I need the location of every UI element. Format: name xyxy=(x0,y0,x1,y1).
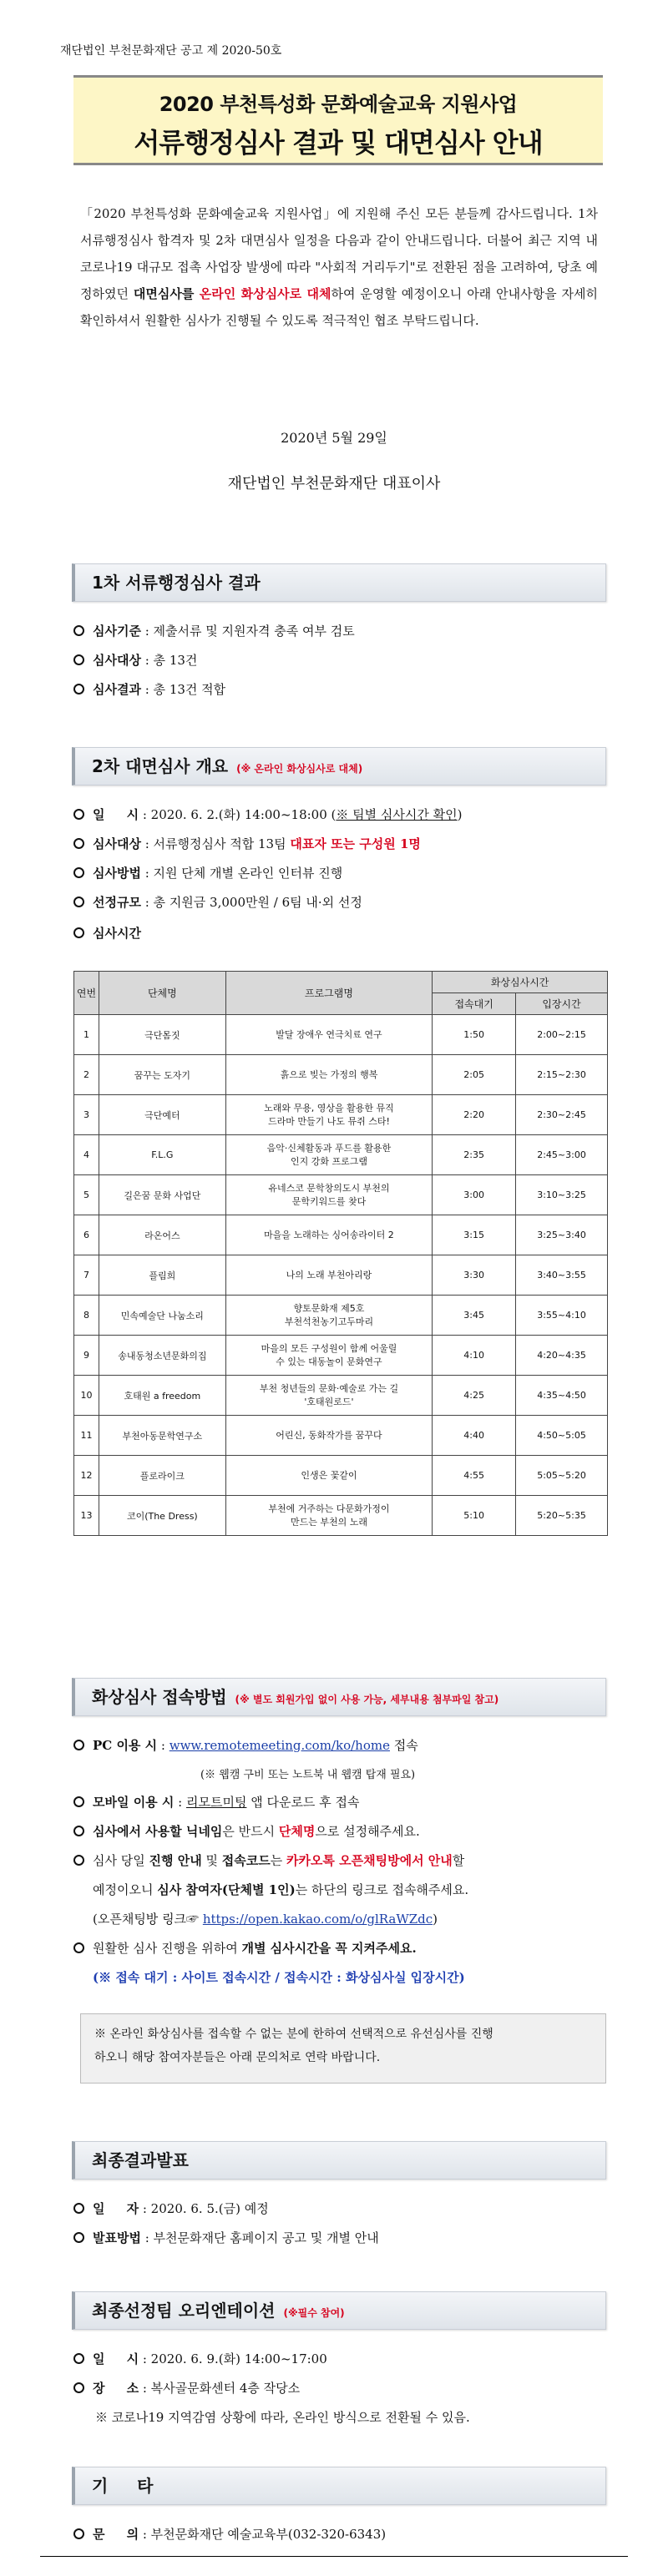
section-note: (※ 온라인 화상심사로 대체) xyxy=(236,763,363,775)
cell-connect-time: 4:55 xyxy=(433,1456,516,1496)
title-line-1: 2020 부천특성화 문화예술교육 지원사업 xyxy=(159,93,518,116)
cell-connect-time: 2:20 xyxy=(433,1095,516,1135)
cell-program xyxy=(225,1336,433,1376)
program-line-1: 인생은 꽃같이 xyxy=(301,1469,357,1481)
bullet-label: 심사대상 xyxy=(93,653,141,668)
bullet-label: 심사에서 사용할 닉네임 xyxy=(93,1824,223,1839)
cell-no: 11 xyxy=(74,1416,99,1456)
schedule-table xyxy=(73,971,608,1536)
bullet-pc xyxy=(73,1736,418,1754)
section-title: 기 타 xyxy=(92,2476,154,2496)
table-row xyxy=(74,1496,608,1536)
cell-connect-time: 3:00 xyxy=(433,1175,516,1215)
bullet-date xyxy=(73,806,462,823)
section-title: 화상심사 접속방법 xyxy=(92,1687,227,1707)
bullet-value: 접속 xyxy=(389,1738,418,1753)
team-time-check-text: ※ 팀별 심사시간 확인 xyxy=(336,807,458,822)
header-time: 화상심사시간 xyxy=(433,972,608,993)
open-chat-link[interactable]: https://open.kakao.com/o/glRaWZdc xyxy=(202,1912,433,1927)
bullet-sep: : xyxy=(157,1738,170,1753)
footer-divider xyxy=(40,2556,628,2557)
table-row xyxy=(74,1215,608,1255)
bullet-label: PC 이용 시 xyxy=(93,1738,158,1753)
cell-program xyxy=(225,1135,433,1175)
notice-signature: 재단법인 부천문화재단 대표이사 xyxy=(227,475,441,492)
section-header-etc xyxy=(72,2467,606,2505)
program-line-2: 문학키워드를 찾다 xyxy=(291,1195,367,1207)
cell-program xyxy=(225,1095,433,1135)
section-note: (※ 별도 회원가입 없이 사용 가능, 세부내용 첨부파일 참고) xyxy=(235,1694,499,1705)
cell-org: 플림희 xyxy=(99,1255,225,1296)
circle-bullet-icon xyxy=(73,1826,84,1836)
bullet-bold-text: 심사 참여자(단체별 1인) xyxy=(157,1882,296,1897)
bullet-value: : 부천문화재단 예술교육부(032-320-6343) xyxy=(139,2527,387,2542)
bullet-text: 는 xyxy=(270,1853,286,1868)
header-program: 프로그램명 xyxy=(225,972,433,1015)
program-line-1: 음악·신체활동과 푸드를 활용한 xyxy=(266,1142,392,1154)
circle-bullet-icon xyxy=(73,2382,84,2393)
section-note: (※필수 참여) xyxy=(283,2307,345,2319)
cell-program xyxy=(225,1255,433,1296)
note-line-1: ※ 온라인 화상심사를 접속할 수 없는 분에 한하여 선택적으로 유선심사를 진행 xyxy=(94,2028,493,2041)
day-guide-line-2 xyxy=(93,1881,468,1898)
cell-no: 8 xyxy=(74,1296,99,1336)
bullet-scale xyxy=(73,893,362,911)
circle-bullet-icon xyxy=(73,1740,84,1750)
section-header-review-result xyxy=(72,563,606,602)
bullet-schedule xyxy=(73,924,141,942)
bullet-text: ) xyxy=(433,1912,438,1927)
bullet-label: 심사시간 xyxy=(93,926,141,941)
cell-connect-time: 4:25 xyxy=(433,1376,516,1416)
program-line-2: 만드는 부천의 노래 xyxy=(290,1516,367,1528)
bullet-final-date xyxy=(73,2200,269,2217)
circle-bullet-icon xyxy=(73,2528,84,2539)
ot-note: ※ 코로나19 지역감염 상황에 따라, 온라인 방식으로 전환될 수 있음. xyxy=(95,2410,470,2425)
phone-review-note-box xyxy=(80,2013,606,2084)
cell-enter-time: 3:40~3:55 xyxy=(516,1255,608,1296)
cell-connect-time: 3:45 xyxy=(433,1296,516,1336)
notice-number: 재단법인 부천문화재단 공고 제 2020-50호 xyxy=(60,44,282,58)
bullet-keep-time xyxy=(73,1939,417,1957)
section-title: 2차 대면심사 개요 xyxy=(92,756,229,776)
circle-bullet-icon xyxy=(73,654,84,665)
bullet-mobile xyxy=(73,1793,359,1811)
bullet-value: : 총 13건 적합 xyxy=(140,682,226,697)
bullet-ot-date xyxy=(73,2350,327,2367)
cell-connect-time: 2:05 xyxy=(433,1055,516,1095)
bullet-bold-text: 진행 안내 xyxy=(149,1853,202,1868)
cell-no: 5 xyxy=(74,1175,99,1215)
remotemeeting-link[interactable]: www.remotemeeting.com/ko/home xyxy=(169,1738,390,1753)
program-line-2: '호태원로드' xyxy=(304,1396,354,1407)
bullet-value: : 복사골문화센터 4층 작당소 xyxy=(139,2381,301,2396)
intro-highlight: 온라인 화상심사로 대체 xyxy=(199,286,331,301)
open-chat-line xyxy=(93,1910,438,1927)
cell-enter-time: 3:55~4:10 xyxy=(516,1296,608,1336)
intro-text-2: 하여 운영할 예정이오니 아래 안내사항을 자세히 확인하셔서 원활한 심사가 진행될 수 있도록 적극적인 협조 부탁드립니다. xyxy=(80,286,598,328)
bullet-value: : 서류행정심사 적합 13팀 xyxy=(140,836,291,851)
table-row xyxy=(74,1095,608,1135)
cell-org: 길은꿈 문화 사업단 xyxy=(99,1175,225,1215)
bullet-text: 는 하단의 링크로 접속해주세요. xyxy=(295,1882,469,1897)
header-enter: 입장시간 xyxy=(516,993,608,1015)
circle-bullet-icon xyxy=(73,838,84,849)
bullet-value: : 부천문화재단 홈페이지 공고 및 개별 안내 xyxy=(140,2230,379,2245)
program-line-1: 노래와 무용, 영상을 활용한 뮤직 xyxy=(264,1102,394,1114)
circle-bullet-icon xyxy=(73,684,84,695)
section-header-orientation xyxy=(72,2291,606,2330)
bullet-value: : 총 13건 xyxy=(140,653,198,668)
notice-date: 2020년 5월 29일 xyxy=(281,430,387,446)
cell-enter-time: 2:15~2:30 xyxy=(516,1055,608,1095)
cell-org: 호태원 a freedom xyxy=(99,1376,225,1416)
program-line-1: 발달 장애우 연극치료 연구 xyxy=(276,1028,382,1040)
cell-org: 극단몸짓 xyxy=(99,1015,225,1055)
cell-program xyxy=(225,1015,433,1055)
cell-no: 7 xyxy=(74,1255,99,1296)
cell-enter-time: 3:10~3:25 xyxy=(516,1175,608,1215)
cell-program xyxy=(225,1175,433,1215)
title-box xyxy=(73,75,603,165)
remotemeeting-app-text: 리모트미팅 xyxy=(185,1795,247,1810)
bullet-label: 심사방법 xyxy=(93,866,141,881)
cell-no: 13 xyxy=(74,1496,99,1536)
circle-bullet-icon xyxy=(73,1796,84,1807)
table-row xyxy=(74,1456,608,1496)
cell-org: 꿈꾸는 도자기 xyxy=(99,1055,225,1095)
note-line-2: 하오니 해당 참여자분들은 아래 문의처로 연락 바랍니다. xyxy=(94,2051,381,2064)
cell-org: 부천아동문학연구소 xyxy=(99,1416,225,1456)
cell-connect-time: 5:10 xyxy=(433,1496,516,1536)
cell-org: 코이(The Dress) xyxy=(99,1496,225,1536)
section-title: 최종선정팀 오리엔테이션 xyxy=(92,2301,276,2321)
bullet-bold-text: 접속코드 xyxy=(221,1853,271,1868)
circle-bullet-icon xyxy=(73,2232,84,2243)
intro-text-1: 「2020 부천특성화 문화예술교육 지원사업」에 지원해 주신 모든 분들께 감사드립니다. 1차 서류행정심사 합격자 및 2차 대면심사 일정을 다음과 같이 안내드립니다. 더불어 최근 지역 내 코로나19 대규모 접촉 사업장 발생에 따라 "사회적 거리두기"로 전환된 점을 고려하여, 당초 예정하였던 xyxy=(80,206,598,301)
cell-org: 송내동청소년문화의집 xyxy=(99,1336,225,1376)
bullet-method xyxy=(73,864,342,881)
cell-org: 극단예터 xyxy=(99,1095,225,1135)
bullet-text: 원활한 심사 진행을 위하여 xyxy=(93,1941,242,1956)
cell-enter-time: 5:05~5:20 xyxy=(516,1456,608,1496)
cell-no: 1 xyxy=(74,1015,99,1055)
bullet-result xyxy=(73,680,225,698)
bullet-text: 및 xyxy=(201,1853,222,1868)
cell-enter-time: 4:50~5:05 xyxy=(516,1416,608,1456)
pc-note: (※ 웹캠 구비 또는 노트북 내 웹캠 탑재 필요) xyxy=(200,1769,416,1781)
cell-enter-time: 2:00~2:15 xyxy=(516,1015,608,1055)
bullet-label: 일 시 xyxy=(93,807,139,822)
program-line-1: 마을의 모든 구성원이 함께 어울릴 xyxy=(261,1342,397,1354)
bullet-highlight: 단체명 xyxy=(278,1824,316,1839)
circle-bullet-icon xyxy=(73,2353,84,2364)
table-row xyxy=(74,1055,608,1095)
program-line-2: 수 있는 대동놀이 문화연구 xyxy=(276,1356,382,1367)
bullet-text: 예정이오니 xyxy=(93,1882,158,1897)
cell-org: 플로라이크 xyxy=(99,1456,225,1496)
bullet-text: 할 xyxy=(452,1853,465,1868)
section-header-final-result xyxy=(72,2141,606,2179)
bullet-value-end: ) xyxy=(457,807,463,822)
table-row xyxy=(74,1376,608,1416)
program-line-1: 부천 청년들의 문화·예술로 가는 길 xyxy=(259,1382,399,1394)
cell-program xyxy=(225,1296,433,1336)
cell-no: 3 xyxy=(74,1095,99,1135)
cell-no: 6 xyxy=(74,1215,99,1255)
table-row xyxy=(74,1015,608,1055)
bullet-label: 장 소 xyxy=(93,2381,139,2396)
program-line-2: 드라마 만들기 나도 뮤쥐 스타! xyxy=(268,1115,390,1127)
program-line-1: 어린신, 동화작가를 꿈꾸다 xyxy=(276,1429,382,1441)
table-row xyxy=(74,1296,608,1336)
table-row xyxy=(74,1135,608,1175)
cell-no: 4 xyxy=(74,1135,99,1175)
bullet-label: 모바일 이용 시 xyxy=(93,1795,175,1810)
bullet-value: : 2020. 6. 5.(금) 예정 xyxy=(139,2201,269,2216)
cell-org: 라온어스 xyxy=(99,1215,225,1255)
bullet-contact xyxy=(73,2525,386,2543)
circle-bullet-icon xyxy=(73,625,84,636)
bullet-label: 심사기준 xyxy=(93,624,141,639)
bullet-day-guide xyxy=(73,1851,464,1869)
intro-bold-text: 대면심사를 xyxy=(133,286,200,301)
program-line-1: 마을을 노래하는 싱어송라이터 2 xyxy=(264,1229,394,1240)
cell-no: 2 xyxy=(74,1055,99,1095)
bullet-value-end: 으로 설정해주세요. xyxy=(315,1824,420,1839)
program-line-2: 부천석천농기고두마리 xyxy=(284,1316,374,1327)
circle-bullet-icon xyxy=(73,2203,84,2214)
program-line-2: 인지 강화 프로그램 xyxy=(290,1155,367,1167)
cell-program xyxy=(225,1496,433,1536)
program-line-1: 흙으로 빚는 가정의 행복 xyxy=(280,1068,378,1080)
bullet-highlight: 카카오톡 오픈채팅방에서 안내 xyxy=(286,1853,453,1868)
cell-org: F.L.G xyxy=(99,1135,225,1175)
intro-paragraph xyxy=(80,200,598,334)
bullet-value: : 지원 단체 개별 온라인 인터뷰 진행 xyxy=(140,866,343,881)
circle-bullet-icon xyxy=(73,867,84,878)
table-row xyxy=(74,1175,608,1215)
bullet-label: 선정규모 xyxy=(93,895,141,910)
bullet-value: 앱 다운로드 후 접속 xyxy=(246,1795,360,1810)
bullet-ot-place xyxy=(73,2379,300,2397)
circle-bullet-icon xyxy=(73,1942,84,1953)
bullet-label: 심사결과 xyxy=(93,682,141,697)
circle-bullet-icon xyxy=(73,1855,84,1866)
bullet-label: 일 자 xyxy=(93,2201,139,2216)
cell-enter-time: 4:35~4:50 xyxy=(516,1376,608,1416)
bullet-bold-text: 개별 심사시간을 꼭 지켜주세요. xyxy=(241,1941,417,1956)
program-line-1: 부천에 거주하는 다문화가정이 xyxy=(268,1503,390,1514)
cell-connect-time: 4:40 xyxy=(433,1416,516,1456)
cell-enter-time: 3:25~3:40 xyxy=(516,1215,608,1255)
section-header-interview xyxy=(72,747,606,785)
header-no: 연번 xyxy=(74,972,99,1015)
cell-org: 민속예술단 나눔소리 xyxy=(99,1296,225,1336)
program-line-1: 향토문화재 제5호 xyxy=(293,1302,365,1314)
bullet-value: : 제출서류 및 지원자격 충족 여부 검토 xyxy=(140,624,355,639)
cell-program xyxy=(225,1416,433,1456)
table-row xyxy=(74,1255,608,1296)
cell-connect-time: 3:30 xyxy=(433,1255,516,1296)
bullet-label: 심사대상 xyxy=(93,836,141,851)
cell-connect-time: 3:15 xyxy=(433,1215,516,1255)
cell-enter-time: 5:20~5:35 xyxy=(516,1496,608,1536)
program-line-1: 나의 노래 부천아리랑 xyxy=(286,1269,372,1280)
table-row xyxy=(74,1336,608,1376)
bullet-value: : 2020. 6. 2.(화) 14:00~18:00 ( xyxy=(139,807,337,822)
bullet-target xyxy=(73,651,197,669)
cell-no: 9 xyxy=(74,1336,99,1376)
bullet-highlight: 대표자 또는 구성원 1명 xyxy=(290,836,421,851)
cell-connect-time: 1:50 xyxy=(433,1015,516,1055)
bullet-label: 문 의 xyxy=(93,2527,139,2542)
bullet-label: 일 시 xyxy=(93,2351,139,2366)
cell-program xyxy=(225,1456,433,1496)
section-title: 1차 서류행정심사 결과 xyxy=(92,573,261,593)
title-line-2: 서류행정심사 결과 및 대면심사 안내 xyxy=(134,127,543,159)
cell-program xyxy=(225,1055,433,1095)
cell-no: 10 xyxy=(74,1376,99,1416)
bullet-sep: : xyxy=(174,1795,186,1810)
cell-enter-time: 2:45~3:00 xyxy=(516,1135,608,1175)
bullet-text: (오픈채팅방 링크☞ xyxy=(93,1912,203,1927)
cell-connect-time: 2:35 xyxy=(433,1135,516,1175)
bullet-value: : 총 지원금 3,000만원 / 6팀 내·외 선정 xyxy=(140,895,362,910)
time-note: (※ 접속 대기 : 사이트 접속시간 / 접속시간 : 화상심사실 입장시간) xyxy=(93,1970,465,1985)
bullet-value: : 2020. 6. 9.(화) 14:00~17:00 xyxy=(139,2351,327,2366)
cell-program xyxy=(225,1376,433,1416)
bullet-criteria xyxy=(73,622,355,639)
bullet-final-way xyxy=(73,2229,379,2246)
bullet-text: 심사 당일 xyxy=(93,1853,149,1868)
bullet-label: 발표방법 xyxy=(93,2230,141,2245)
cell-connect-time: 4:10 xyxy=(433,1336,516,1376)
program-line-1: 유네스코 문학창의도시 부천의 xyxy=(268,1182,390,1194)
table-row xyxy=(74,1416,608,1456)
bullet-nickname xyxy=(73,1822,420,1840)
header-connect: 접속대기 xyxy=(433,993,516,1015)
bullet-interview-target xyxy=(73,835,421,852)
header-org: 단체명 xyxy=(99,972,225,1015)
section-header-access xyxy=(72,1678,606,1716)
cell-enter-time: 2:30~2:45 xyxy=(516,1095,608,1135)
section-title: 최종결과발표 xyxy=(92,2150,189,2170)
cell-no: 12 xyxy=(74,1456,99,1496)
cell-enter-time: 4:20~4:35 xyxy=(516,1336,608,1376)
circle-bullet-icon xyxy=(73,897,84,907)
circle-bullet-icon xyxy=(73,809,84,820)
circle-bullet-icon xyxy=(73,927,84,938)
cell-program xyxy=(225,1215,433,1255)
bullet-value: 은 반드시 xyxy=(222,1824,279,1839)
